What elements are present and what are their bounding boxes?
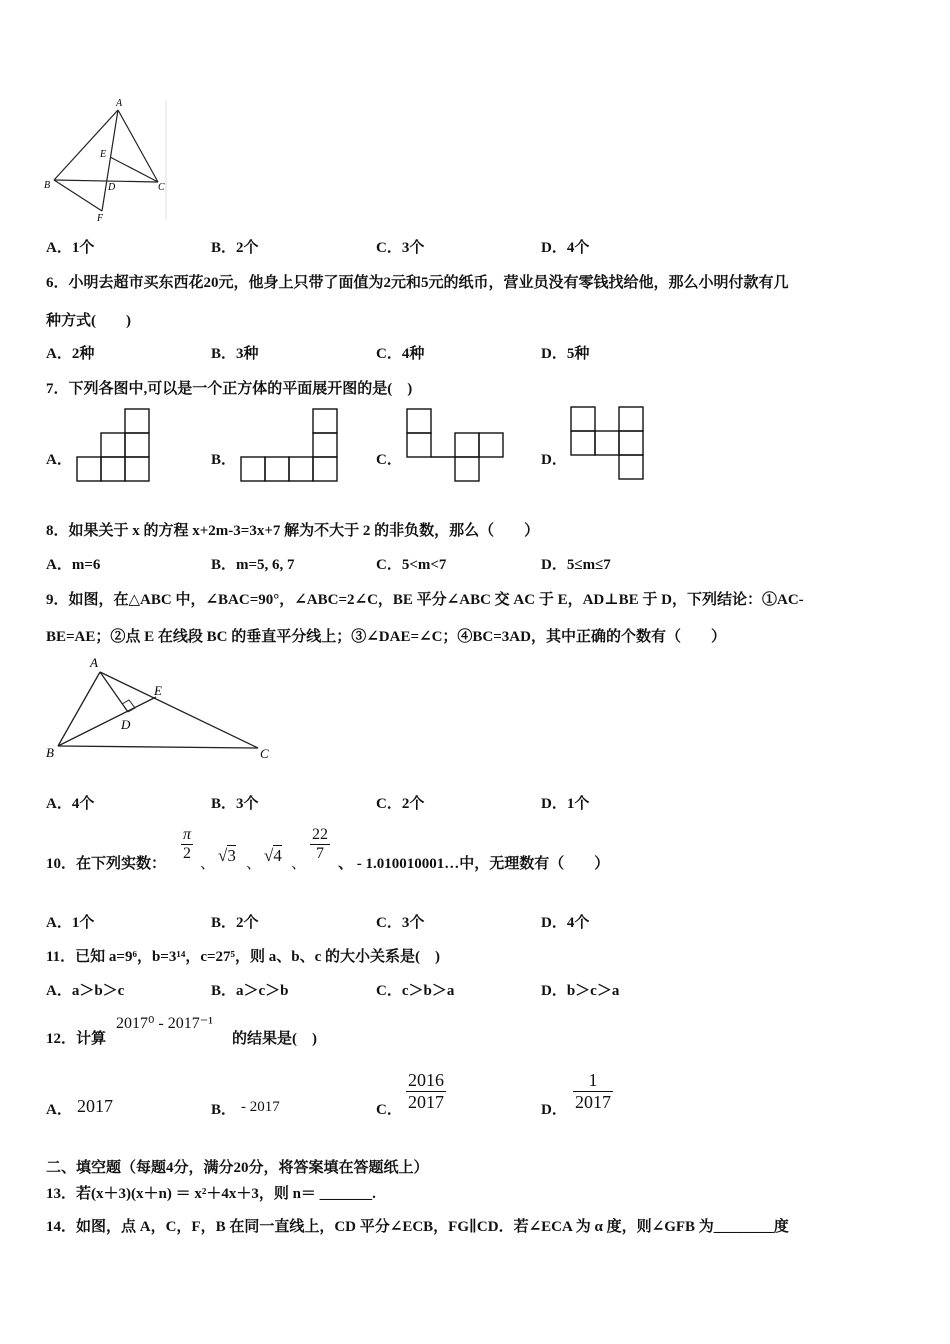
q6-text-line2: 种方式( ) (46, 313, 131, 329)
q7-option-d[interactable]: D． (541, 452, 567, 468)
q6-option-d[interactable]: D．5种 (541, 346, 590, 362)
q7-option-a[interactable]: A． (46, 452, 72, 468)
q8-option-a[interactable]: A．m=6 (46, 557, 101, 573)
q10-sqrt3: √3 (218, 846, 236, 865)
q12-option-b-value[interactable]: - 2017 (241, 1099, 280, 1115)
q11-option-c[interactable]: C．c＞b＞a (376, 983, 455, 999)
q6-option-b[interactable]: B．3种 (211, 346, 259, 362)
q11-option-d[interactable]: D．b＞c＞a (541, 983, 620, 999)
q8-option-d[interactable]: D．5≤m≤7 (541, 557, 611, 573)
net-figure-a[interactable] (76, 408, 152, 484)
q9-option-a[interactable]: A．4个 (46, 796, 95, 812)
q5-option-c[interactable]: C．3个 (376, 240, 425, 256)
fig9-label-c: C (260, 746, 269, 761)
q7-option-b[interactable]: B． (211, 452, 237, 468)
q12-option-c-denominator: 2017 (408, 1092, 444, 1112)
section-2-title: 二、填空题（每题4分，满分20分，将答案填在答题纸上） (46, 1160, 429, 1176)
q12-option-c-fraction[interactable] (406, 1070, 446, 1113)
q12-option-d-label[interactable]: D． (541, 1102, 567, 1118)
q10-option-a[interactable]: A．1个 (46, 915, 95, 931)
fig5-label-b: B (44, 180, 51, 191)
q10-sep2: 、 (246, 856, 262, 872)
q12-option-c-numerator: 2016 (408, 1070, 444, 1090)
q12-option-d-numerator: 1 (573, 1070, 613, 1092)
q10-sep1: 、 (200, 856, 216, 872)
fig5-label-d: D (108, 182, 116, 193)
q7-option-c[interactable]: C． (376, 452, 402, 468)
q5-option-b[interactable]: B．2个 (211, 240, 259, 256)
q8-option-c[interactable]: C．5<m<7 (376, 557, 447, 573)
q6-text-line1: 6．小明去超市买东西花20元，他身上只带了面值为2元和5元的纸币，营业员没有零钱找给他，那么小明付款有几 (46, 275, 789, 291)
q10-sep3: 、 (291, 856, 307, 872)
q10-den7: 7 (316, 845, 324, 862)
figure-q9-triangle (40, 652, 280, 764)
q12-option-c-label[interactable]: C． (376, 1102, 402, 1118)
q10-frac-22-over-7 (310, 826, 330, 863)
q10-frac-pi-over-2 (181, 826, 193, 863)
q10-root3: 3 (227, 846, 236, 865)
net-figure-b[interactable] (240, 408, 340, 484)
q12-suffix: 的结果是( ) (232, 1031, 317, 1047)
q12-expression: 2017⁰ - 2017⁻¹ (116, 1015, 213, 1032)
q10-option-c[interactable]: C．3个 (376, 915, 425, 931)
fig5-label-a: A (116, 98, 123, 109)
q10-suffix: 、 - 1.010010001…中，无理数有（ ） (338, 856, 610, 872)
fig9-label-b: B (46, 745, 54, 760)
q12-option-d-denominator: 2017 (575, 1092, 611, 1112)
q10-root4: 4 (273, 846, 282, 865)
q10-two: 2 (183, 845, 191, 862)
q11-text: 11．已知 a=9⁶，b=3¹⁴，c=27⁵，则 a、b、c 的大小关系是( ) (46, 949, 441, 965)
fig9-label-a: A (90, 655, 98, 670)
q9-text-line2: BE=AE；②点 E 在线段 BC 的垂直平分线上；③∠DAE=∠C；④BC=3AD，其中正确的个数有（ ） (46, 629, 726, 645)
q13-text: 13．若(x＋3)(x＋n) ＝ x²＋4x＋3，则 n＝ _______. (46, 1186, 376, 1202)
figure-q5-triangle (40, 95, 170, 225)
q9-text-line1: 9．如图，在△ABC 中，∠BAC=90°，∠ABC=2∠C，BE 平分∠ABC 交 AC 于 E，AD⊥BE 于 D，下列结论：①AC- (46, 592, 804, 608)
q14-text: 14．如图，点 A，C，F，B 在同一直线上，CD 平分∠ECB，FG∥CD．若∠ECA 为 α 度，则∠GFB 为________度 (46, 1219, 789, 1235)
fig5-label-c: C (158, 182, 165, 193)
q10-option-b[interactable]: B．2个 (211, 915, 259, 931)
q10-pi: π (183, 826, 192, 843)
q10-option-d[interactable]: D．4个 (541, 915, 590, 931)
q8-option-b[interactable]: B．m=5, 6, 7 (211, 557, 295, 573)
fig9-label-e: E (154, 683, 162, 698)
q7-text: 7．下列各图中,可以是一个正方体的平面展开图的是( ) (46, 381, 413, 397)
q8-text: 8．如果关于 x 的方程 x+2m-3=3x+7 解为不大于 2 的非负数，那么（ ） (46, 523, 540, 539)
q9-option-c[interactable]: C．2个 (376, 796, 425, 812)
q11-option-a[interactable]: A．a＞b＞c (46, 983, 125, 999)
q6-option-c[interactable]: C．4种 (376, 346, 425, 362)
q12-option-a-value[interactable]: 2017 (77, 1096, 113, 1116)
q12-option-a-label[interactable]: A． (46, 1102, 72, 1118)
net-figure-d[interactable] (570, 406, 650, 484)
q10-num22: 22 (312, 826, 328, 843)
q10-sqrt4: √4 (264, 846, 282, 865)
q5-option-a[interactable]: A．1个 (46, 240, 95, 256)
q12-prefix: 12．计算 (46, 1031, 107, 1047)
q9-option-b[interactable]: B．3个 (211, 796, 259, 812)
fig5-label-e: E (100, 149, 107, 160)
q10-prefix: 10．在下列实数： (46, 856, 167, 872)
q6-option-a[interactable]: A．2种 (46, 346, 95, 362)
q9-option-d[interactable]: D．1个 (541, 796, 590, 812)
q5-option-d[interactable]: D．4个 (541, 240, 590, 256)
q11-option-b[interactable]: B．a＞c＞b (211, 983, 289, 999)
fig9-label-d: D (121, 717, 131, 732)
net-figure-c[interactable] (406, 408, 506, 484)
fig5-label-f: F (97, 213, 104, 224)
q12-option-b-label[interactable]: B． (211, 1102, 237, 1118)
q12-option-d-fraction[interactable] (573, 1070, 613, 1113)
